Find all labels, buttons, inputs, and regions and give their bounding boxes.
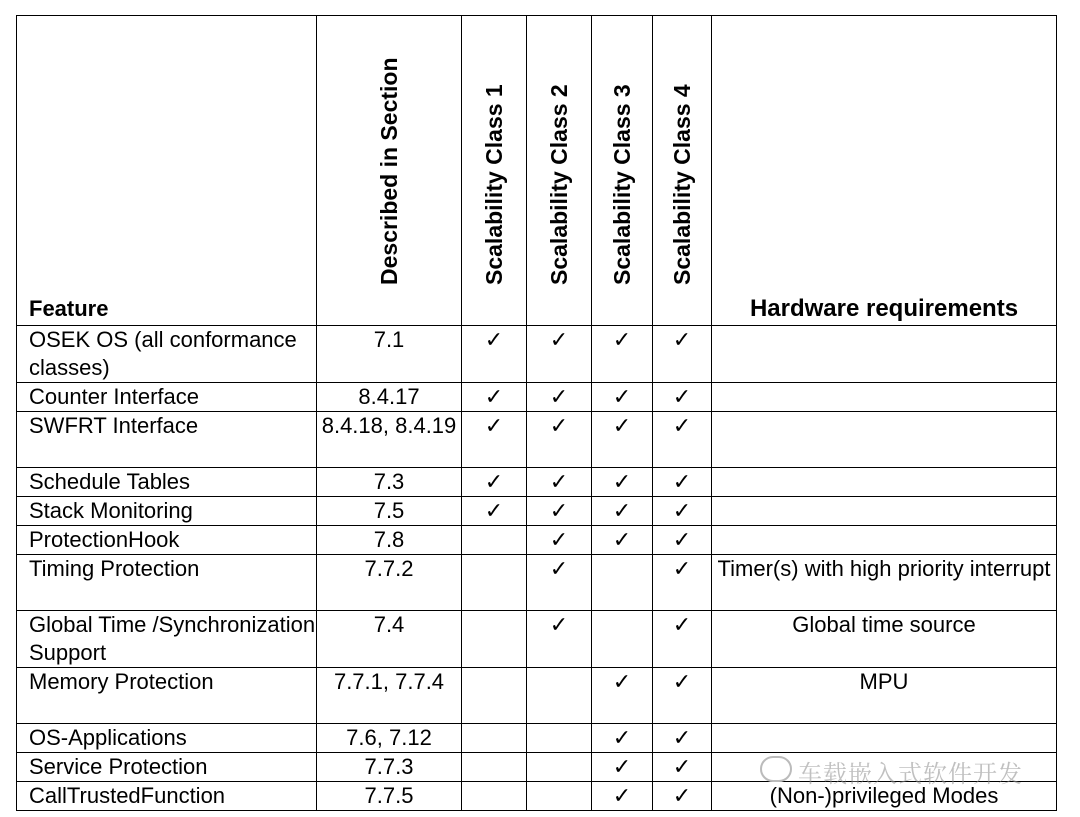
header-row [17,16,1057,326]
section-cell: 8.4.17 [317,383,462,412]
check-icon: ✓ [549,527,569,552]
section-cell: 7.5 [317,497,462,526]
header-sc4-cell [653,16,712,326]
check-icon: ✓ [672,725,692,750]
sc1-cell [462,497,527,526]
sc4-cell [653,782,712,811]
sc4-cell [653,611,712,668]
sc1-cell [462,724,527,753]
sc3-cell [592,611,653,668]
check-icon: ✓ [549,469,569,494]
sc2-cell [527,724,592,753]
section-cell: 7.7.3 [317,753,462,782]
feature-cell: Global Time /Synchronization Support [17,611,317,668]
check-icon: ✓ [672,669,692,694]
table-row [17,555,1057,611]
sc3-cell [592,468,653,497]
hardware-cell: Global time source [712,611,1057,668]
section-cell: 7.1 [317,326,462,383]
check-icon: ✓ [672,384,692,409]
header-sc1: Scalability Class 1 [481,84,507,285]
hardware-cell [712,383,1057,412]
sc1-cell [462,526,527,555]
hardware-cell: MPU [712,668,1057,724]
feature-cell: CallTrustedFunction [17,782,317,811]
scalability-table [16,15,1057,811]
check-icon: ✓ [484,469,504,494]
check-icon: ✓ [612,725,632,750]
table-row [17,668,1057,724]
table-row [17,468,1057,497]
feature-cell: SWFRT Interface [17,412,317,468]
sc1-cell [462,555,527,611]
sc4-cell [653,753,712,782]
sc2-cell [527,468,592,497]
feature-cell: Timing Protection [17,555,317,611]
check-icon: ✓ [484,498,504,523]
sc2-cell [527,383,592,412]
section-cell: 7.6, 7.12 [317,724,462,753]
table-row [17,782,1057,811]
check-icon: ✓ [612,754,632,779]
sc3-cell [592,412,653,468]
table-row [17,412,1057,468]
check-icon: ✓ [484,413,504,438]
check-icon: ✓ [549,556,569,581]
section-cell: 7.8 [317,526,462,555]
check-icon: ✓ [549,612,569,637]
sc4-cell [653,412,712,468]
check-icon: ✓ [672,556,692,581]
feature-cell: OSEK OS (all conformance classes) [17,326,317,383]
check-icon: ✓ [549,413,569,438]
sc1-cell [462,668,527,724]
header-section: Described in Section [376,57,402,285]
sc4-cell [653,668,712,724]
table-body [17,326,1057,811]
check-icon: ✓ [672,527,692,552]
table-row [17,497,1057,526]
sc2-cell [527,326,592,383]
table-row [17,724,1057,753]
sc1-cell [462,782,527,811]
check-icon: ✓ [612,783,632,808]
hardware-cell [712,753,1057,782]
header-hardware: Hardware requirements [712,16,1057,326]
table-row [17,383,1057,412]
header-sc3: Scalability Class 3 [609,84,635,285]
sc3-cell [592,497,653,526]
sc1-cell [462,753,527,782]
sc2-cell [527,668,592,724]
feature-cell: Service Protection [17,753,317,782]
table-row [17,611,1057,668]
sc3-cell [592,753,653,782]
hardware-cell [712,526,1057,555]
header-sc2: Scalability Class 2 [546,84,572,285]
check-icon: ✓ [612,527,632,552]
table-row [17,526,1057,555]
feature-cell: ProtectionHook [17,526,317,555]
section-cell: 7.3 [317,468,462,497]
sc4-cell [653,724,712,753]
check-icon: ✓ [612,413,632,438]
sc1-cell [462,326,527,383]
sc4-cell [653,326,712,383]
hardware-cell [712,326,1057,383]
check-icon: ✓ [612,498,632,523]
hardware-cell [712,412,1057,468]
hardware-cell [712,497,1057,526]
sc4-cell [653,526,712,555]
sc2-cell [527,753,592,782]
header-sc1-cell [462,16,527,326]
check-icon: ✓ [672,469,692,494]
sc2-cell [527,611,592,668]
sc3-cell [592,724,653,753]
header-sc3-cell [592,16,653,326]
sc2-cell [527,412,592,468]
check-icon: ✓ [612,327,632,352]
header-sc4: Scalability Class 4 [669,84,695,285]
check-icon: ✓ [672,754,692,779]
check-icon: ✓ [672,783,692,808]
section-cell: 7.7.1, 7.7.4 [317,668,462,724]
check-icon: ✓ [612,469,632,494]
sc1-cell [462,383,527,412]
sc4-cell [653,497,712,526]
check-icon: ✓ [612,384,632,409]
hardware-cell [712,724,1057,753]
hardware-cell: Timer(s) with high priority interrupt [712,555,1057,611]
check-icon: ✓ [484,384,504,409]
section-cell: 7.7.5 [317,782,462,811]
sc2-cell [527,526,592,555]
feature-cell: Stack Monitoring [17,497,317,526]
sc3-cell [592,782,653,811]
sc1-cell [462,468,527,497]
section-cell: 8.4.18, 8.4.19 [317,412,462,468]
feature-cell: Schedule Tables [17,468,317,497]
check-icon: ✓ [549,384,569,409]
sc3-cell [592,383,653,412]
sc2-cell [527,555,592,611]
check-icon: ✓ [672,327,692,352]
sc3-cell [592,555,653,611]
check-icon: ✓ [484,327,504,352]
sc1-cell [462,412,527,468]
check-icon: ✓ [672,612,692,637]
sc3-cell [592,526,653,555]
feature-cell: Memory Protection [17,668,317,724]
hardware-cell: (Non-)privileged Modes [712,782,1057,811]
sc3-cell [592,326,653,383]
check-icon: ✓ [549,327,569,352]
section-cell: 7.4 [317,611,462,668]
table-row [17,326,1057,383]
header-section-cell [317,16,462,326]
check-icon: ✓ [672,498,692,523]
header-sc2-cell [527,16,592,326]
sc1-cell [462,611,527,668]
sc4-cell [653,555,712,611]
sc2-cell [527,497,592,526]
feature-cell: OS-Applications [17,724,317,753]
sc3-cell [592,668,653,724]
watermark-text: 车载嵌入式软件开发 [798,761,1023,788]
table-row [17,753,1057,782]
sc4-cell [653,468,712,497]
header-feature: Feature [17,16,317,326]
section-cell: 7.7.2 [317,555,462,611]
sc2-cell [527,782,592,811]
feature-cell: Counter Interface [17,383,317,412]
hardware-cell [712,468,1057,497]
check-icon: ✓ [672,413,692,438]
check-icon: ✓ [549,498,569,523]
sc4-cell [653,383,712,412]
check-icon: ✓ [612,669,632,694]
